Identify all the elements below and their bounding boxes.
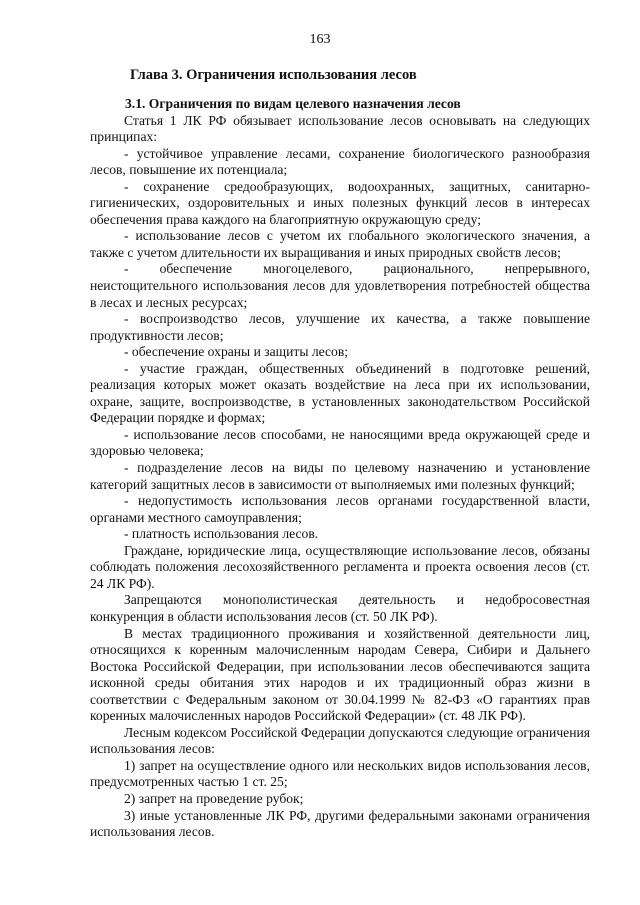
paragraph: - использование лесов способами, не наносящими вреда окружающей среде и здоровью человека;	[90, 426, 590, 459]
section-title: 3.1. Ограничения по видам целевого назначения лесов	[125, 96, 461, 111]
paragraph: Запрещаются монополистическая деятельность и недобросовестная конкуренция в области использования лесов (ст. 50 ЛК РФ).	[90, 592, 590, 624]
paragraph: - платность использования лесов.	[124, 526, 319, 542]
paragraph: - устойчивое управление лесами, сохранение биологического разнообразия лесов, повышение их потенциала;	[90, 145, 590, 178]
paragraph: - обеспечение многоцелевого, рационального, непрерывного, неистощительного использования лесов для удовлетворения потребностей общества в лесах и лесных ресурсах;	[90, 261, 590, 310]
paragraph: - подразделение лесов на виды по целевому назначению и установление категорий защитных лесов в зависимости от выполняемых ими полезных функций;	[90, 460, 590, 492]
paragraph: - участие граждан, общественных объединений в подготовке решений, реализация которых может оказать воздействие на леса при их использовании, охране, защите, воспроизводстве, в установленных законодательством Российской Федерации порядке и формах;	[90, 360, 590, 426]
paragraph: Граждане, юридические лица, осуществляющие использование лесов, обязаны соблюдать положения лесохозяйственного регламента и проекта освоения лесов (ст. 24 ЛК РФ).	[90, 542, 590, 591]
paragraph: - использование лесов с учетом их глобального экологического значения, а также с учетом длительности их выращивания и иных природных свойств лесов;	[90, 228, 590, 260]
paragraph: В местах традиционного проживания и хозяйственной деятельности лиц, относящихся к коренным малочисленным народам Севера, Сибири и Дальнего Востока Российской Федерации, при использовании лесов обеспечиваются защита исконной среды обитания этих народов и их традиционный образ жизни в соответствии с Федеральным законом от 30.04.1999 № 82-ФЗ «О гарантиях прав коренных малочисленных народов Российской Федерации» (ст. 48 ЛК РФ).	[90, 625, 590, 724]
paragraph: 1) запрет на осуществление одного или нескольких видов использования лесов, предусмотренных частью 1 ст. 25;	[90, 757, 590, 790]
chapter-title: Глава 3. Ограничения использования лесов	[130, 67, 417, 83]
paragraph: Лесным кодексом Российской Федерации допускаются следующие ограничения использования лесов:	[90, 724, 590, 757]
paragraph: - воспроизводство лесов, улучшение их качества, а также повышение продуктивности лесов;	[90, 311, 590, 343]
paragraph: 3) иные установленные ЛК РФ, другими федеральными законами ограничения использования лесов.	[90, 807, 590, 840]
paragraph: Статья 1 ЛК РФ обязывает использование лесов основывать на следующих принципах:	[90, 112, 590, 145]
document-body	[90, 96, 590, 841]
paragraph: 2) запрет на проведение рубок;	[124, 790, 304, 806]
paragraph: - сохранение средообразующих, водоохранных, защитных, санитарно-гигиенических, оздоровительных и иных полезных функций лесов в интересах обеспечения права каждого на благоприятную окружающую среду;	[90, 178, 590, 227]
page-number: 163	[309, 32, 331, 47]
paragraph: - недопустимость использования лесов органами государственной власти, органами местного самоуправления;	[90, 493, 590, 525]
paragraph: - обеспечение охраны и защиты лесов;	[124, 344, 349, 360]
